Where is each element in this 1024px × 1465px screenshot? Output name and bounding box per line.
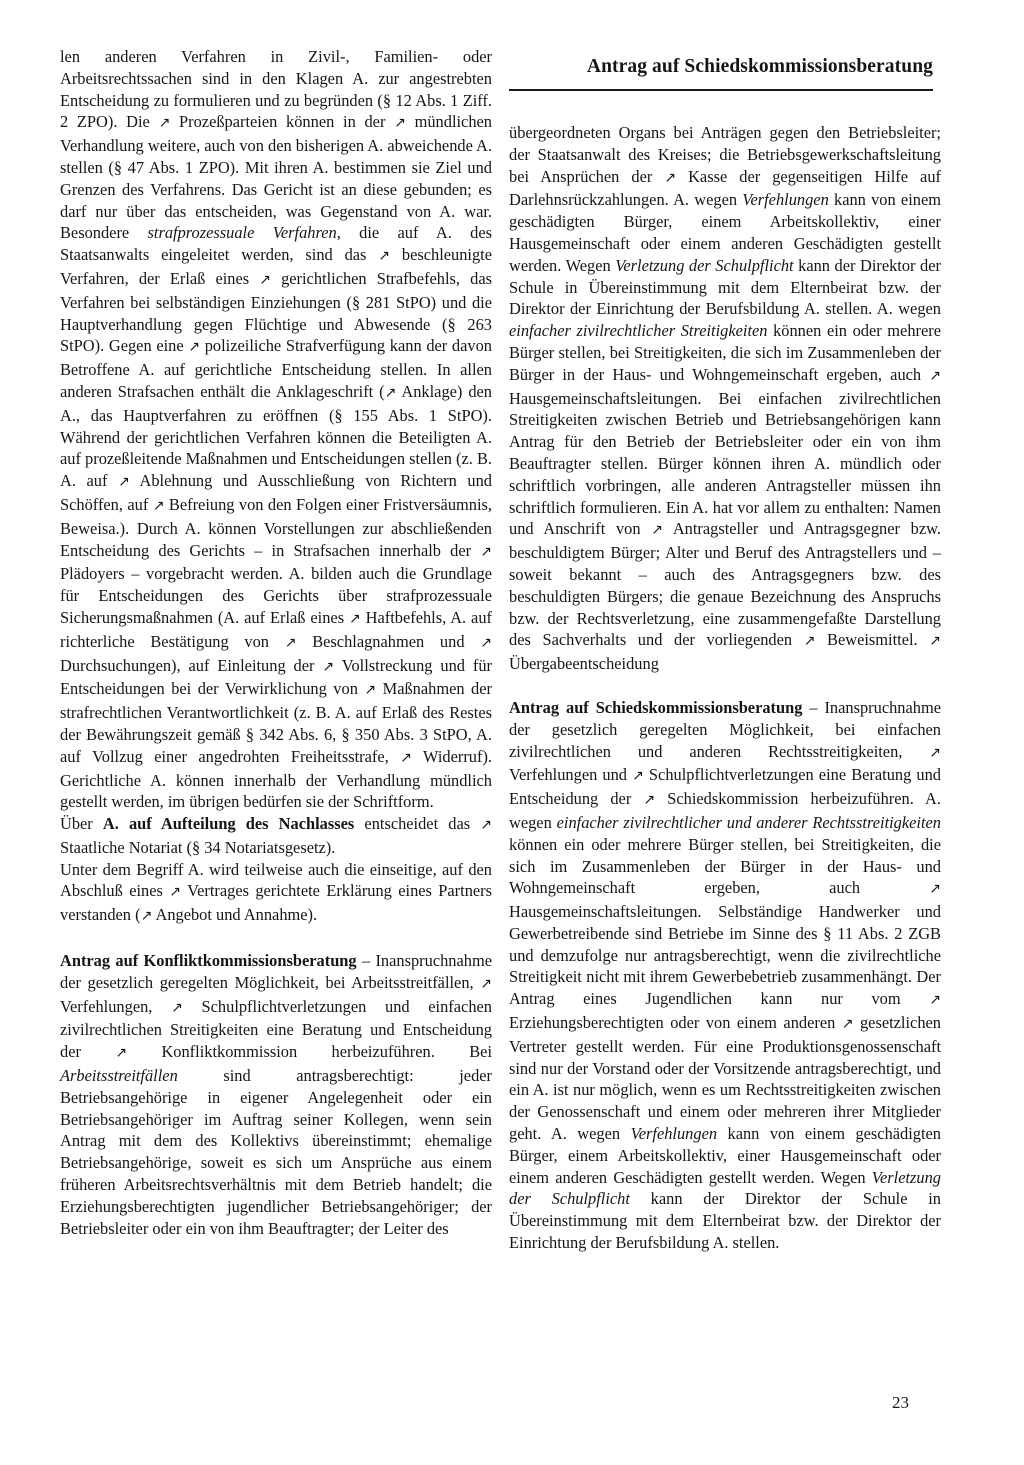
emphasis-text: Verletzung der Schulpflicht [615,255,794,275]
cross-reference-arrow-icon: ↗ [929,992,941,1009]
cross-reference-arrow-icon: ↗ [171,999,183,1016]
cross-reference-arrow-icon: ↗ [158,115,171,132]
cross-reference-arrow-icon: ↗ [140,908,153,925]
cross-reference-arrow-icon: ↗ [400,749,412,766]
page-number: 23 [892,1393,909,1412]
emphasis-text: einfacher zivilrechtlicher und anderer Rechtsstreitigkeiten [556,812,942,832]
cross-reference-arrow-icon: ↗ [118,474,130,491]
cross-reference-arrow-icon: ↗ [664,169,677,186]
cross-reference-arrow-icon: ↗ [349,610,361,627]
cross-reference-arrow-icon: ↗ [115,1045,128,1062]
cross-reference-arrow-icon: ↗ [322,658,335,675]
cross-reference-arrow-icon: ↗ [480,817,492,834]
emphasis-text: Verfehlungen [742,190,829,210]
entry-heading: Antrag auf Schiedskommissionsberatung [509,697,803,717]
left-column [60,46,492,1239]
cross-reference-arrow-icon: ↗ [284,634,297,651]
cross-reference-arrow-icon: ↗ [803,633,816,650]
paragraph: Über A. auf Aufteilung des Nachlasses entscheidet das ↗ Staatliche Notariat (§ 34 Notariatsgesetz). [60,814,492,857]
cross-reference-arrow-icon: ↗ [152,497,165,514]
header-rule [509,89,933,91]
entry-konfliktkommissionsberatung: Antrag auf Konfliktkommissionsberatung – Inanspruchnahme der gesetzlich geregelten Möglichkeit, bei Arbeitsstreitfällen, ↗ Verfehlungen, ↗ Schulpflichtverletzungen und einfachen zivilrechtlichen Streitigkeiten eine Beratung und Entscheidung der ↗ Konfliktkommission herbeizuführen. Bei Arbeitsstreitfällen sind antragsberechtigt: jeder Betriebsangehörige in eigener Angelegenheit oder ein Betriebsangehöriger im Auftrag seiner Kollegen, wenn sein Antrag mit dem des Kollektivs übereinstimmt; ehemalige Betriebsangehörige, soweit es sich um Ansprüche aus einem früheren Arbeitsrechtsverhältnis mit dem Betrieb handelt; die Erziehungsberechtigten jugendlicher Betriebsangehöriger; der Betriebsleiter oder ein von ihm Beauftragter; der Leiter des [60,951,492,1238]
running-header-title: Antrag auf Schiedskommissionsberatung [586,56,933,77]
cross-reference-arrow-icon: ↗ [394,115,406,132]
entry-heading: A. auf Aufteilung des Nachlasses [102,814,355,834]
emphasis-text: strafprozessuale Verfahren, [147,223,341,243]
cross-reference-arrow-icon: ↗ [480,975,492,992]
paragraph: Unter dem Begriff A. wird teilweise auch die einseitige, auf den Abschluß eines ↗ Vertrages gerichtete Erklärung eines Partners verstanden (↗ Angebot und Annahme). [60,859,492,925]
emphasis-text: einfacher zivilrechtlicher Streitigkeiten [509,321,768,341]
cross-reference-arrow-icon: ↗ [364,682,377,699]
cross-reference-arrow-icon: ↗ [929,633,941,650]
cross-reference-arrow-icon: ↗ [259,271,271,288]
paragraph: übergeordneten Organs bei Anträgen gegen den Betriebsleiter; der Staatsanwalt des Kreises; die Betriebsgewerkschaftsleitung bei Ansprüchen der ↗ Kasse der gegenseitigen Hilfe auf Darlehnsrückzahlungen. A. wegen Verfehlungen kann von einem geschädigten Bürger, einem Arbeitskollektiv, einer Hausgemeinschaft oder einem anderen Geschädigten gestellt werden. Wegen Verletzung der Schulpflicht kann der Direktor der Schule in Übereinstimmung mit dem Elternbeirat bzw. der Direktor der Einrichtung der Berufsbildung A. stellen. A. wegen einfacher zivilrechtlicher Streitigkeiten können ein oder mehrere Bürger stellen, bei Streitigkeiten, die sich im Zusammenleben der Bürger in der Haus- und Wohngemeinschaft ergeben, auch ↗ Hausgemeinschaftsleitungen. Bei einfachen zivilrechtlichen Streitigkeiten zwischen Betrieb und Betriebsangehörigen kann Antrag für den Betrieb der Betriebsleiter oder ein von ihm Beauftragter stellen. Bürger können ihren A. mündlich oder schriftlich vorbringen, alle anderen Antragsteller müssen ihn schriftlich formulieren. Ein A. hat vor allem zu enthalten: Namen und Anschrift von ↗ Antragsteller und Antragsgegner bzw. beschuldigtem Bürger; Alter und Beruf des Antragstellers und – soweit bekannt – auch des Antragsgegners bzw. des beschuldigten Bürgers; die genaue Bezeichnung des Anspruchs bzw. der Rechtsverletzung, eine zusammengefaßte Darstellung des Sachverhalts und der vorliegenden ↗ Beweismittel. ↗ Übergabeentscheidung [509,123,941,674]
cross-reference-arrow-icon: ↗ [929,881,941,898]
cross-reference-arrow-icon: ↗ [632,768,644,785]
emphasis-text: Verletzung der Schulpflicht [509,1167,941,1209]
right-column [509,122,941,1254]
entry-schiedskommissionsberatung: Antrag auf Schiedskommissionsberatung – Inanspruchnahme der gesetzlich geregelten Möglichkeit, bei einfachen zivilrechtlichen und anderen Rechtsstreitigkeiten, ↗ Verfehlungen und ↗ Schulpflichtverletzungen eine Beratung und Entscheidung der ↗ Schiedskommission herbeizuführen. A. wegen einfacher zivilrechtlicher und anderer Rechtsstreitigkeiten können ein oder mehrere Bürger stellen, bei Streitigkeiten, die sich im Zusammenleben der Bürger in der Haus- und Wohngemeinschaft ergeben, auch ↗ Hausgemeinschaftsleitungen. Selbständige Handwerker und Gewerbetreibende sind Betriebe im Sinne des § 11 Abs. 2 ZGB und demzufolge nur antragsberechtigt, wenn die zivilrechtliche Streitigkeit nicht mit ihrem Gewerbebetrieb zusammenhängt. Der Antrag eines Jugendlichen kann nur vom ↗ Erziehungsberechtigten oder von einem anderen ↗ gesetzlichen Vertreter gestellt werden. Für eine Produktionsgenossenschaft sind nur der Vorstand oder der Vorsitzende antragsberechtigt, und ein A. ist nur möglich, wenn es um Rechtsstreitigkeiten zwischen der Genossenschaft und einem oder mehreren ihrer Mitglieder geht. A. wegen Verfehlungen kann von einem geschädigten Bürger, einem Arbeitskollektiv, einer Hausgemeinschaft oder einem anderen Geschädigten gestellt werden. Wegen Verletzung der Schulpflicht kann der Direktor der Schule in Übereinstimmung mit dem Elternbeirat bzw. der Direktor der Einrichtung der Berufsbildung A. stellen. [509,697,942,1253]
cross-reference-arrow-icon: ↗ [480,543,492,560]
cross-reference-arrow-icon: ↗ [643,792,656,809]
cross-reference-arrow-icon: ↗ [169,884,181,901]
cross-reference-arrow-icon: ↗ [188,339,201,356]
cross-reference-arrow-icon: ↗ [841,1016,854,1033]
cross-reference-arrow-icon: ↗ [929,744,941,761]
emphasis-text: Arbeitsstreitfällen [60,1066,178,1086]
emphasis-text: Verfehlungen [630,1124,718,1144]
cross-reference-arrow-icon: ↗ [384,384,397,401]
cross-reference-arrow-icon: ↗ [480,634,492,651]
cross-reference-arrow-icon: ↗ [378,248,391,265]
cross-reference-arrow-icon: ↗ [651,522,664,539]
entry-heading: Antrag auf Konfliktkommissionsberatung [60,951,357,971]
cross-reference-arrow-icon: ↗ [929,367,941,384]
paragraph: len anderen Verfahren in Zivil-, Familien- oder Arbeitsrechtssachen sind in den Klagen A. zur angestrebten Entscheidung zu formulieren und zu begründen (§ 12 Abs. 1 Ziff. 2 ZPO). Die ↗ Prozeßparteien können in der ↗ mündlichen Verhandlung weitere, auch von den bisherigen A. abweichende A. stellen (§ 47 Abs. 1 ZPO). Mit ihren A. bestimmen sie Ziel und Grenzen des Verfahrens. Das Gericht ist an diese gebunden; es darf nur über das entscheiden, was Gegenstand von A. war. Besondere strafprozessuale Verfahren, die auf A. des Staatsanwalts eingeleitet werden, sind das ↗ beschleunigte Verfahren, der Erlaß eines ↗ gerichtlichen Strafbefehls, das Verfahren bei selbständigen Einziehungen (§ 281 StPO) und die Hauptverhandlung gegen Flüchtige und Abwesende (§ 263 StPO). Gegen eine ↗ polizeiliche Strafverfügung kann der davon Betroffene A. auf gerichtliche Entscheidung stellen. In allen anderen Strafsachen enthält die Anklageschrift (↗ Anklage) den A., das Hauptverfahren zu eröffnen (§ 155 Abs. 1 StPO). Während der gerichtlichen Verfahren können die Beteiligten A. auf prozeßleitende Maßnahmen und Entscheidungen stellen (z. B. A. auf ↗ Ablehnung und Ausschließung von Richtern und Schöffen, auf ↗ Befreiung von den Folgen einer Fristversäumnis, Beweisa.). Durch A. können Vorstellungen zur abschließenden Entscheidung des Gerichts – in Strafsachen innerhalb der ↗ Plädoyers – vorgebracht werden. A. bilden auch die Grundlage für Entscheidungen des Gerichts über strafprozessuale Sicherungsmaßnahmen (A. auf Erlaß eines ↗ Haftbefehls, A. auf richterliche Bestätigung von ↗ Beschlagnahmen und ↗ Durchsuchungen), auf Einleitung der ↗ Vollstreckung und für Entscheidungen bei der Verwirklichung von ↗ Maßnahmen der strafrechtlichen Verantwortlichkeit (z. B. A. auf Erlaß des Restes der Bewährungszeit gemäß § 342 Abs. 6, § 350 Abs. 3 StPO, A. auf Vollzug einer angedrohten Freiheitsstrafe, ↗ Widerruf). Gerichtliche A. können innerhalb der Verhandlung mündlich gestellt werden, im übrigen bedürfen sie der Schriftform. [60,47,493,812]
